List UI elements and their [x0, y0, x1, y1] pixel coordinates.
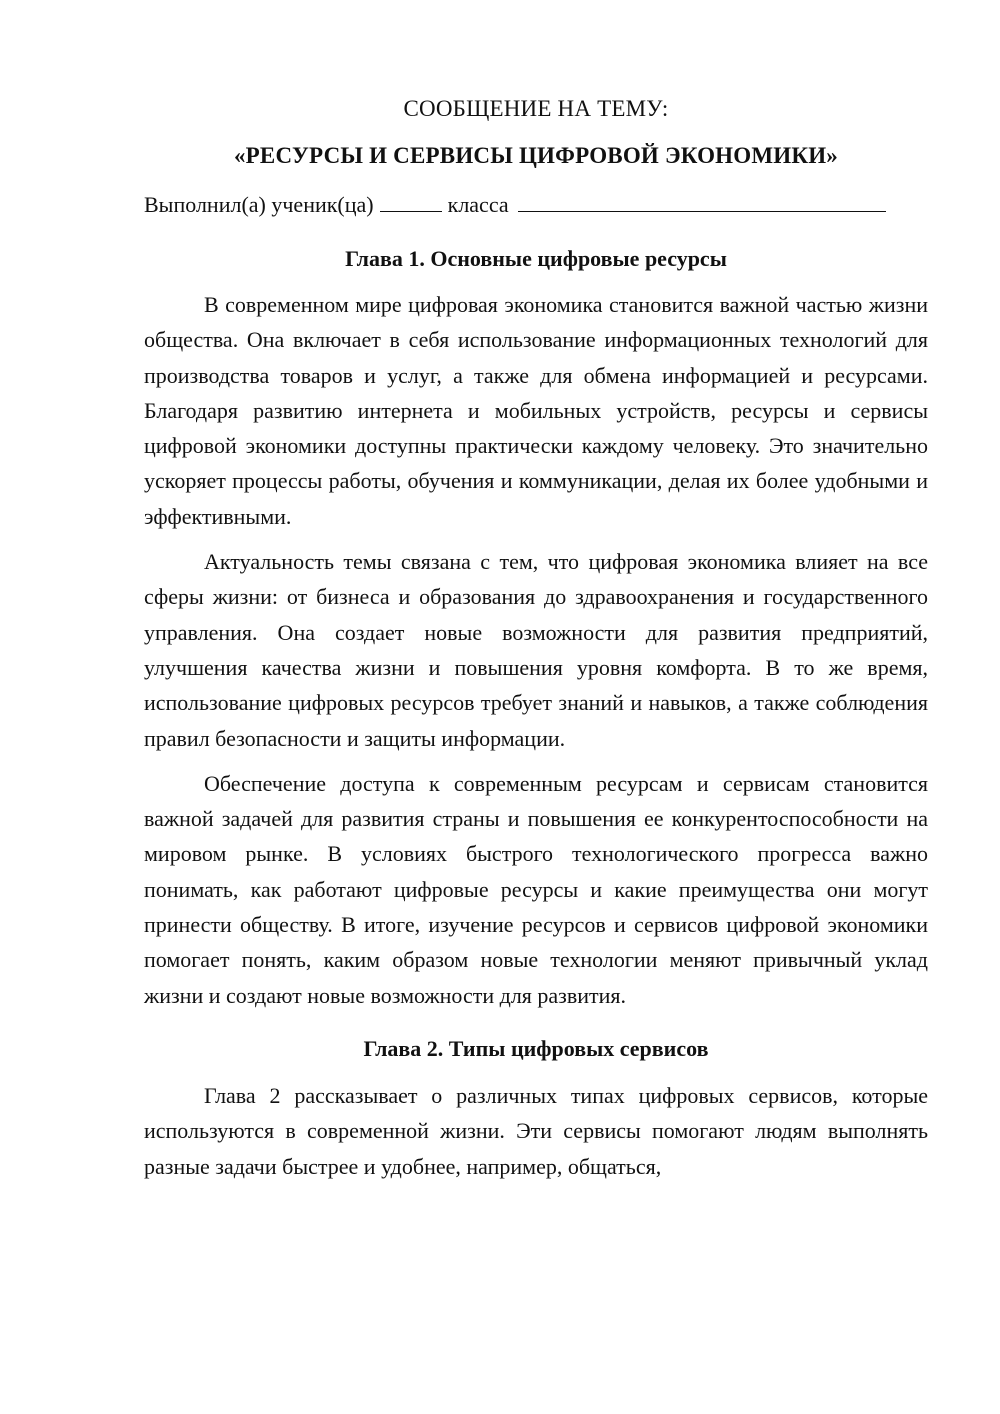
- chapter-1-title: Глава 1. Основные цифровые ресурсы: [345, 246, 727, 271]
- student-name-blank: [518, 189, 886, 212]
- author-line: [144, 188, 928, 222]
- chapter-1-paragraph-3: Обеспечение доступа к современным ресурсам и сервисам становится важной задачей для развития страны и повышения ее конкурентоспособности на мировом рынке. В условиях быстрого технологического прогресса важно понимать, как работают цифровые ресурсы и какие преимущества они могут принести обществу. В итоге, изучение ресурсов и сервисов цифровой экономики помогает понять, каким образом новые технологии меняют привычный уклад жизни и создают новые возможности для развития.: [144, 770, 928, 1008]
- document-title: «РЕСУРСЫ И СЕРВИСЫ ЦИФРОВОЙ ЭКОНОМИКИ»: [233, 143, 839, 168]
- chapter-2-title: Глава 2. Типы цифровых сервисов: [363, 1035, 709, 1061]
- chapter-1-paragraph-2: Актуальность темы связана с тем, что цифровая экономика влияет на все сферы жизни: от бизнеса и образования до здравоохранения и государственного управления. Она создает новые возможности для развития предприятий, улучшения качества жизни и повышения уровня комфорта. В то же время, использование цифровых ресурсов требует знаний и навыков, а также соблюдения правил безопасности и защиты информации.: [144, 549, 928, 751]
- document-body: [144, 92, 928, 1184]
- class-word-label: класса: [447, 192, 509, 217]
- chapter-1-paragraph-1: В современном мире цифровая экономика становится важной частью жизни общества. Она включает в себя использование информационных технологий для производства товаров и услуг, а также для обмена информацией и ресурсами. Благодаря развитию интернета и мобильных устройств, ресурсы и сервисы цифровой экономики доступны практически каждому человеку. Это значительно ускоряет процессы работы, обучения и коммуникации, делая их более удобными и эффективными.: [144, 292, 928, 529]
- chapter-2-paragraph-1: Глава 2 рассказывает о различных типах цифровых сервисов, которые используются в современной жизни. Эти сервисы помогают людям выполнять разные задачи быстрее и удобнее, например, общаться,: [144, 1082, 928, 1179]
- class-number-blank: [380, 189, 442, 212]
- author-prefix-label: Выполнил(а) ученик(ца): [144, 192, 374, 217]
- document-header-topic: СООБЩЕНИЕ НА ТЕМУ:: [403, 96, 669, 121]
